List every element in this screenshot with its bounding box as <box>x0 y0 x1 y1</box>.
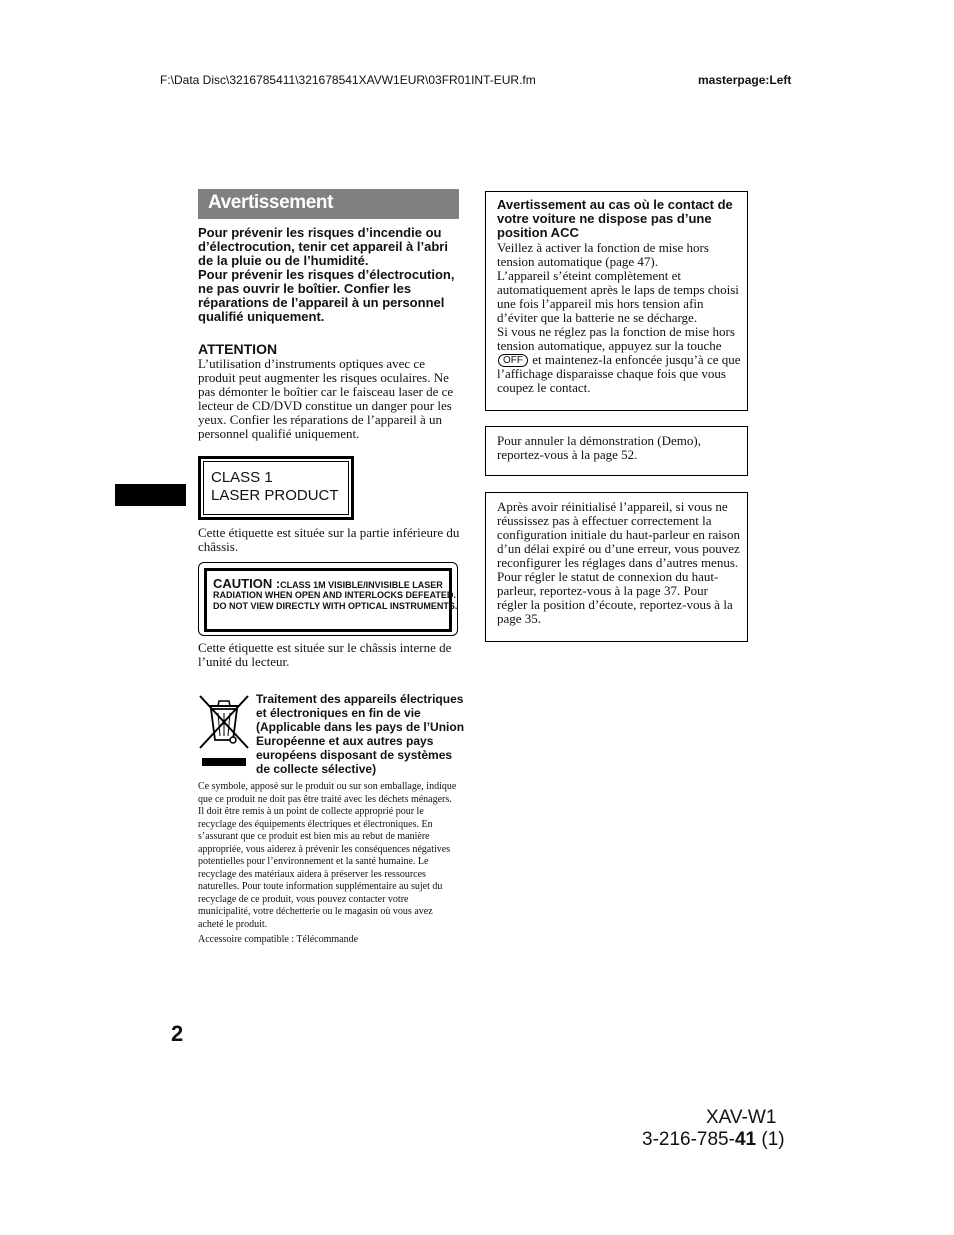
file-path: F:\Data Disc\3216785411\321678541XAVW1EUR\03FR01INT-EUR.fm <box>160 73 536 87</box>
section-title: Avertissement <box>208 192 334 213</box>
off-key-icon: OFF <box>498 354 528 367</box>
crossed-bin-icon <box>198 694 250 768</box>
caution-text-1: CLASS 1M VISIBLE/INVISIBLE LASER <box>280 580 443 590</box>
demo-text: Pour annuler la démonstration (Demo), reportez-vous à la page 52. <box>497 433 701 462</box>
part-number <box>642 1129 785 1151</box>
caution-heading: CAUTION : <box>213 576 281 591</box>
attention-text: L’utilisation d’instruments optiques avec ce produit peut augmenter les risques oculaires. Ne pas démonter le boîtier car le faisceau laser de ce lecteur de CD/DVD constitue un danger pour les yeux. Confier les réparations de l’appareil à un personnel qualifié uniquement. <box>198 356 454 441</box>
fire-warning: Pour prévenir les risques d’incendie ou d’électrocution, tenir cet appareil à l’abri de la pluie ou de l’humidité. <box>198 225 448 268</box>
accessory-note: Accessoire compatible : Télécommande <box>198 934 359 945</box>
caution-text-3: DO NOT VIEW DIRECTLY WITH OPTICAL INSTRUMENTS. <box>213 601 458 611</box>
part-number-prefix: 3-216-785- <box>642 1129 735 1150</box>
acc-warning-text <box>497 241 741 395</box>
acc-text-1: Veillez à activer la fonction de mise hors tension automatique (page 47). <box>497 240 709 269</box>
weee-heading: Traitement des appareils électriques et électroniques en fin de vie (Applicable dans les pays de l’Union Européenne et aux autres pays européens disposant de systèmes de collecte sélective) <box>256 692 465 776</box>
laser-label-line2: LASER PRODUCT <box>211 487 339 504</box>
attention-heading: ATTENTION <box>198 341 278 357</box>
acc-warning-heading: Avertissement au cas où le contact de votre voiture ne dispose pas d’une position ACC <box>497 197 733 240</box>
acc-text-3b: et maintenez-la enfoncée jusqu’à ce que l’affichage disparaisse chaque fois que vous coupez le contact. <box>497 352 741 395</box>
masterpage-label: masterpage:Left <box>698 73 792 87</box>
label-location-note-2: Cette étiquette est située sur le châssis interne de l’unité du lecteur. <box>198 640 452 669</box>
laser-label-line1: CLASS 1 <box>211 469 273 486</box>
part-number-suffix: (1) <box>756 1129 785 1150</box>
model-number: XAV-W1 <box>706 1107 777 1128</box>
reset-text: Après avoir réinitialisé l’appareil, si vous ne réussissez pas à effectuer correctement la configuration initiale du haut-parleur en raison d’un délai expiré ou d’une erreur, vous pouvez reconfigurer les réglages dans d’autres menus. Pour régler le statut de connexion du haut-parleur, reportez-vous à la page 37. Pour régler la position d’écoute, reportez-vous à la page 35. <box>497 499 740 626</box>
page-number: 2 <box>171 1021 184 1046</box>
weee-text: Ce symbole, apposé sur le produit ou sur son emballage, indique que ce produit ne doit pas être traité avec les déchets ménagers. Il doit être remis à un point de collecte approprié pour le recyclage des équipements électriques et électroniques. En s’assurant que ce produit est bien mis au rebut de manière appropriée, vous aiderez à prévenir les conséquences négatives potentielles pour l’environnement et la santé humaine. Le recyclage des matériaux aidera à préserver les ressources naturelles. Pour toute information supplémentaire au sujet du recyclage de ce produit, vous pouvez contacter votre municipalité, votre déchetterie ou le magasin où vous avez acheté le produit. <box>198 781 457 930</box>
label-location-note-1: Cette étiquette est située sur la partie inférieure du châssis. <box>198 525 460 554</box>
shock-warning: Pour prévenir les risques d’électrocution, ne pas ouvrir le boîtier. Confier les réparations de l’appareil à un personnel qualifié uniquement. <box>198 267 455 324</box>
part-number-bold: 41 <box>734 1129 757 1150</box>
caution-text-2: RADIATION WHEN OPEN AND INTERLOCKS DEFEATED. <box>213 590 456 600</box>
acc-text-2: L’appareil s’éteint complètement et automatiquement après le laps de temps choisi une fois l’appareil mis hors tension afin d’éviter que la batterie ne se décharge. <box>497 268 739 325</box>
side-tab-marker <box>115 484 186 506</box>
acc-text-3a: Si vous ne réglez pas la fonction de mise hors tension automatique, appuyez sur la touche <box>497 324 735 353</box>
